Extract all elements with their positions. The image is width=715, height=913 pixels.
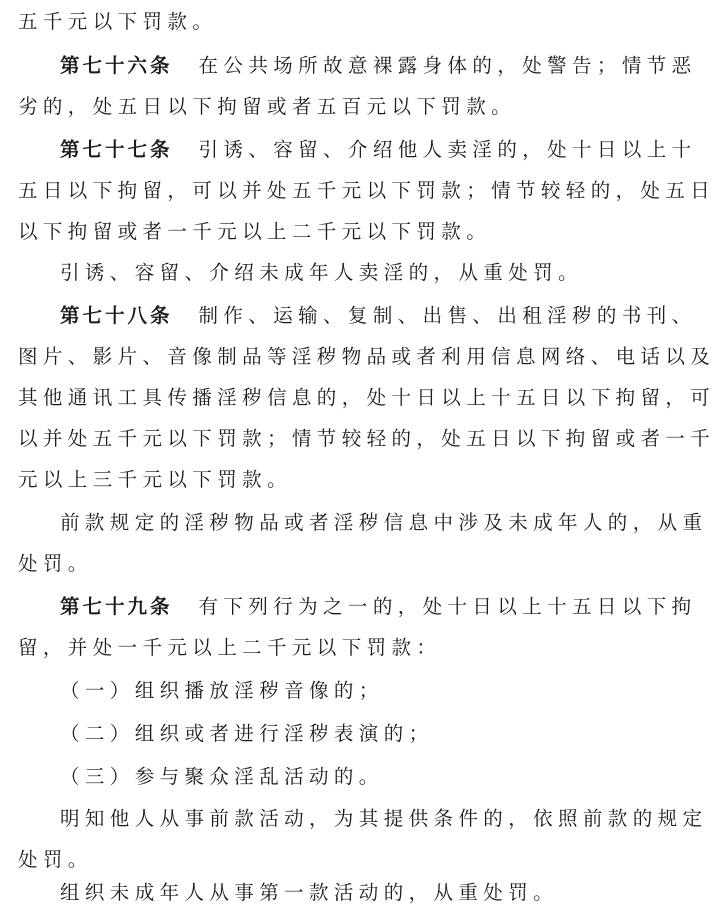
line-text: 以并处五千元以下罚款；情节较轻的，处五日以下拘留或者一千: [18, 427, 715, 450]
text-line: [0, 253, 640, 293]
article-number: 第七十六条: [60, 54, 173, 77]
line-text: 以下拘留或者一千元以上二千元以下罚款。: [18, 220, 492, 243]
line-text: 五千元以下罚款。: [18, 10, 218, 33]
article-number: 第七十七条: [60, 138, 173, 161]
text-line: [0, 419, 715, 459]
line-text: 五日以下拘留，可以并处五千元以下罚款；情节较轻的，处五日: [18, 179, 715, 202]
line-text: 图片、影片、音像制品等淫秽物品或者利用信息网络、电话以及: [18, 345, 715, 368]
line-text: 处罚。: [18, 552, 93, 575]
text-line: [0, 87, 640, 127]
line-text: 其他通讯工具传播淫秽信息的，处十日以上十五日以下拘留，可: [18, 386, 715, 409]
line-text: 制作、运输、复制、出售、出租淫秽的书刊、: [198, 304, 697, 327]
text-line: [0, 873, 640, 913]
text-line: [0, 544, 640, 584]
text-line: [0, 2, 640, 42]
line-text: （三）参与聚众淫乱活动的。: [60, 765, 384, 788]
text-line: [0, 337, 715, 377]
line-text: （一）组织播放淫秽音像的；: [60, 679, 384, 702]
line-text: 元以上三千元以下罚款。: [18, 468, 292, 491]
line-text: 处罚。: [18, 848, 93, 871]
text-line: [0, 171, 715, 211]
list-item: [0, 671, 640, 711]
text-line: [0, 799, 708, 839]
list-item: [0, 757, 640, 797]
line-text: （二）组织或者进行淫秽表演的；: [60, 722, 434, 745]
line-text: 在公共场所故意裸露身体的，处警告；情节恶: [198, 54, 697, 77]
text-line: [0, 503, 708, 543]
text-line: [0, 460, 640, 500]
line-text: 有下列行为之一的，处十日以上十五日以下拘: [198, 595, 697, 618]
line-text: 引诱、容留、介绍他人卖淫的，处十日以上十: [198, 138, 697, 161]
article-heading-line: [0, 296, 697, 336]
line-text: 留，并处一千元以上二千元以下罚款：: [18, 636, 442, 659]
list-item: [0, 714, 640, 754]
article-heading-line: [0, 46, 697, 86]
line-text: 前款规定的淫秽物品或者淫秽信息中涉及未成年人的，从重: [60, 511, 708, 534]
article-number: 第七十八条: [60, 304, 173, 327]
line-text: 组织未成年人从事第一款活动的，从重处罚。: [60, 881, 559, 904]
article-number: 第七十九条: [60, 595, 173, 618]
line-text: 引诱、容留、介绍未成年人卖淫的，从重处罚。: [60, 261, 583, 284]
article-heading-line: [0, 587, 697, 627]
text-line: [0, 628, 640, 668]
line-text: 明知他人从事前款活动，为其提供条件的，依照前款的规定: [60, 807, 708, 830]
article-heading-line: [0, 130, 697, 170]
text-line: [0, 378, 715, 418]
text-line: [0, 212, 640, 252]
line-text: 劣的，处五日以下拘留或者五百元以下罚款。: [18, 95, 517, 118]
